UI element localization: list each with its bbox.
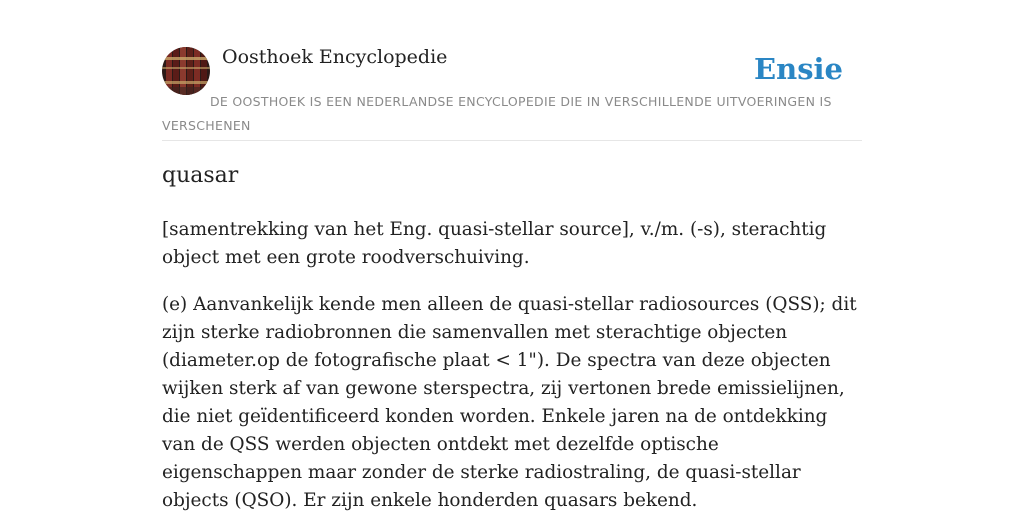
- site-header: [162, 0, 862, 141]
- book-spines-icon[interactable]: [162, 47, 210, 95]
- article-paragraph-1: [samentrekking van het Eng. quasi-stellar source], v./m. (-s), sterachtig object met een grote roodverschuiving.: [162, 219, 827, 268]
- site-name[interactable]: Oosthoek Encyclopedie: [222, 46, 448, 68]
- page-container: [162, 0, 862, 511]
- brand-logo-link[interactable]: Ensie: [754, 52, 843, 86]
- site-tagline: DE OOSTHOEK IS EEN NEDERLANDSE ENCYCLOPEDIE DIE IN VERSCHILLENDE UITVOERINGEN IS VERSCHENEN: [162, 94, 832, 133]
- article-title: quasar: [162, 163, 239, 188]
- article-paragraph-2: (e) Aanvankelijk kende men alleen de quasi-stellar radiosources (QSS); dit zijn sterke radiobronnen die samenvallen met sterachtige objecten (diameter.op de fotografische plaat < 1"). De spectra van deze objecten wijken sterk af van gewone sterspectra, zij vertonen brede emissielijnen, die niet geïdentificeerd konden worden. Enkele jaren na de ontdekking van de QSS werden objecten ontdekt met dezelfde optische eigenschappen maar zonder de sterke radiostraling, de quasi-stellar objects (QSO). Er zijn enkele honderden quasars bekend.: [162, 294, 857, 511]
